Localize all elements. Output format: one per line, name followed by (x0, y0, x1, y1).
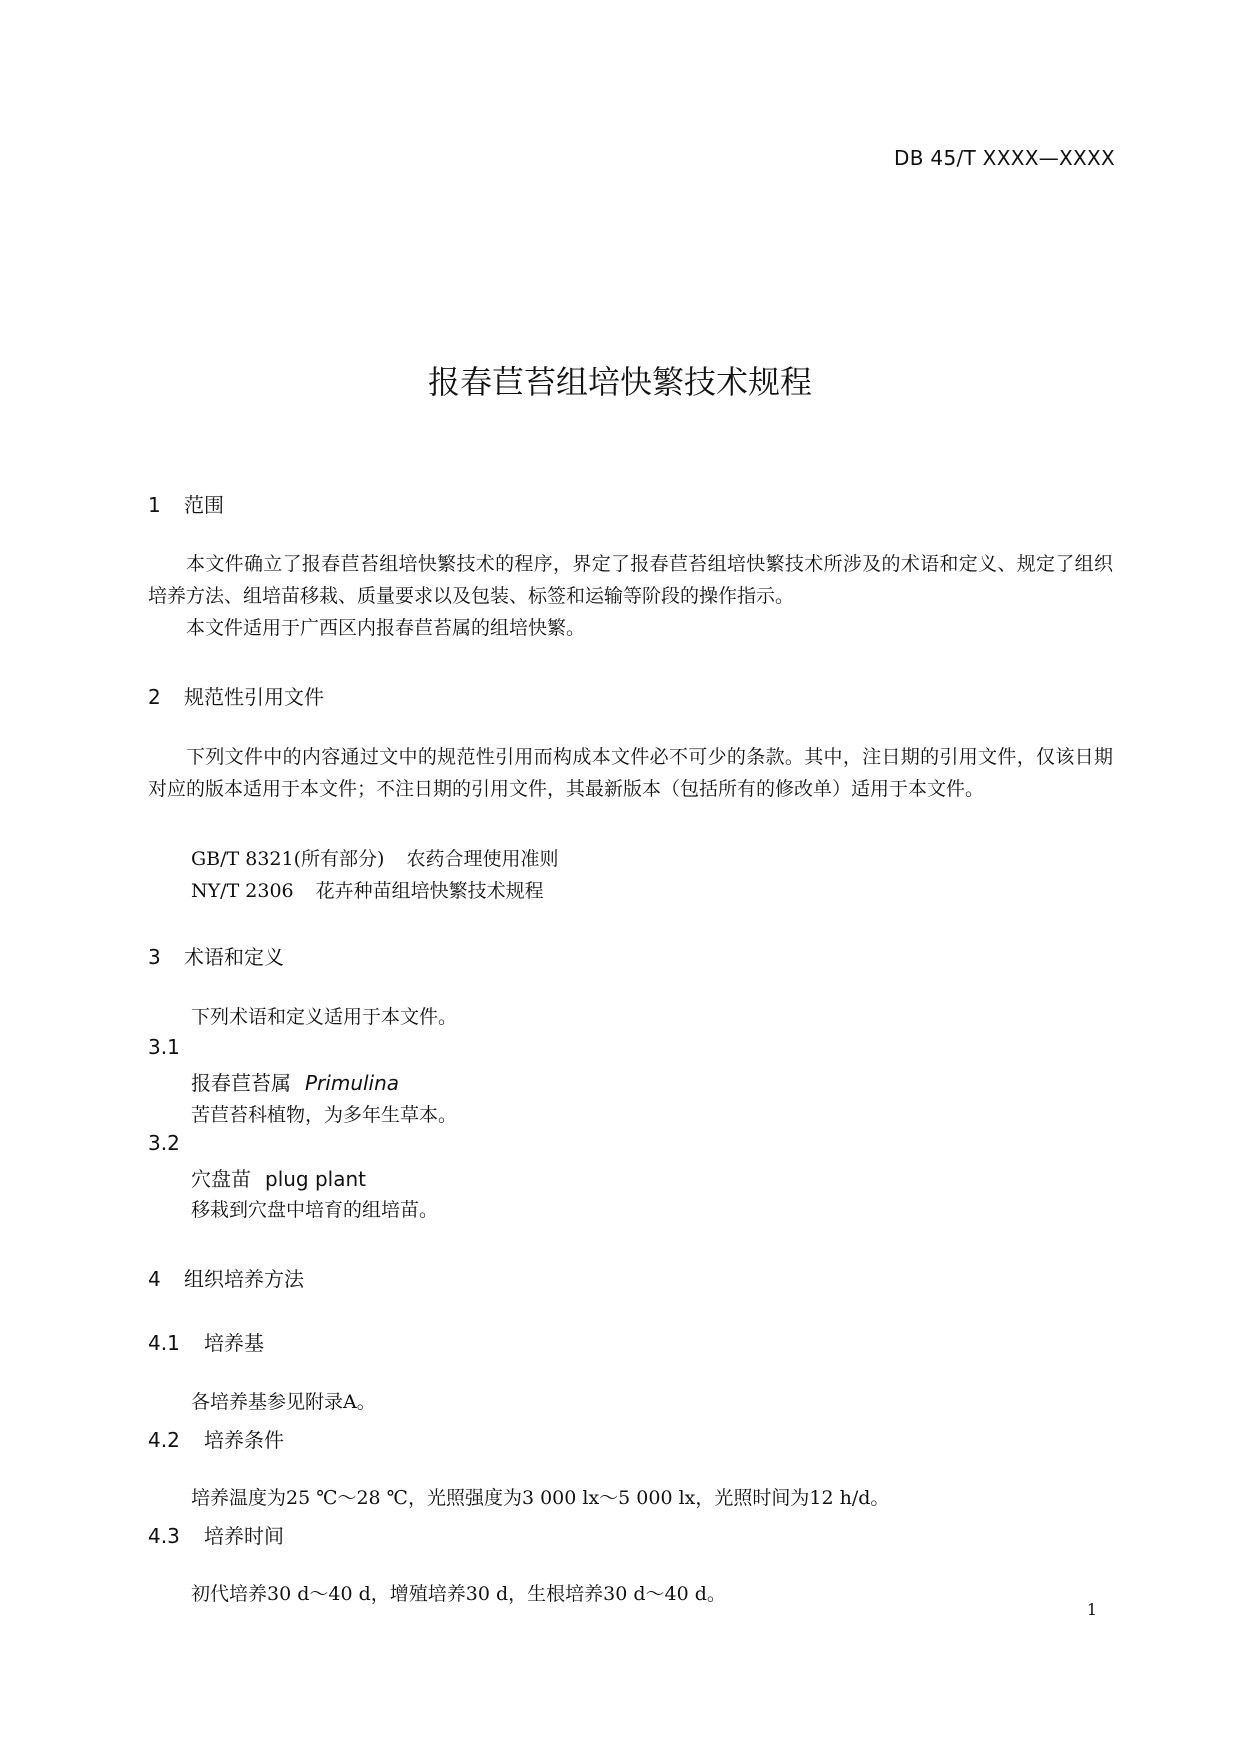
scope-paragraph: 本文件确立了报春苣苔组培快繁技术的程序，界定了报春苣苔组培快繁技术所涉及的术语和定义、规定了组织培养方法、组培苗移栽、质量要求以及包装、标签和运输等阶段的操作指示。 (148, 553, 1113, 607)
reference-code: NY/T 2306 (191, 880, 294, 902)
terms-intro: 下列术语和定义适用于本文件。 (191, 1006, 458, 1028)
term-chinese: 报春苣苔属 (191, 1071, 291, 1095)
section-number: 4 (148, 1267, 161, 1291)
section-number: 3 (148, 945, 161, 969)
subsection-text: 初代培养30 d～40 d，增殖培养30 d，生根培养30 d～40 d。 (191, 1583, 726, 1605)
subsection-text: 培养温度为25 ℃～28 ℃，光照强度为3 000 lx～5 000 lx，光照时间为12 h/d。 (191, 1487, 890, 1509)
term-english: Primulina (305, 1071, 400, 1095)
term-name (191, 1067, 399, 1096)
section-number: 1 (148, 493, 161, 517)
subsection-number: 4.1 (148, 1331, 180, 1355)
normative-references-paragraph: 下列文件中的内容通过文中的规范性引用而构成本文件必不可少的条款。其中，注日期的引用文件，仅该日期对应的版本适用于本文件；不注日期的引用文件，其最新版本（包括所有的修改单）适用于本文件。 (148, 746, 1113, 800)
subsection-4-3-heading (148, 1520, 284, 1549)
page-number: 1 (1086, 1600, 1097, 1619)
subsection-4-1-heading (148, 1327, 264, 1356)
section-title: 范围 (184, 493, 224, 517)
section-title: 组织培养方法 (184, 1267, 304, 1291)
document-title: 报春苣苔组培快繁技术规程 (427, 363, 812, 401)
term-number: 3.1 (148, 1035, 180, 1059)
subsection-title: 培养基 (204, 1331, 264, 1355)
subsection-number: 4.2 (148, 1428, 180, 1452)
subsection-4-2-heading (148, 1424, 284, 1453)
standard-code: DB 45/T XXXX—XXXX (894, 146, 1115, 170)
reference-code: GB/T 8321(所有部分) (191, 848, 385, 870)
section-number: 2 (148, 685, 161, 709)
section-title: 规范性引用文件 (184, 685, 324, 709)
term-definition: 苦苣苔科植物，为多年生草本。 (191, 1104, 458, 1126)
reference-item (191, 844, 558, 871)
term-chinese: 穴盘苗 (191, 1167, 251, 1191)
section-title: 术语和定义 (184, 945, 284, 969)
subsection-title: 培养时间 (204, 1524, 284, 1548)
term-name (191, 1163, 366, 1192)
section-1-heading (148, 489, 224, 518)
subsection-title: 培养条件 (204, 1428, 284, 1452)
term-number: 3.2 (148, 1131, 180, 1155)
term-english: plug plant (265, 1167, 367, 1191)
scope-applicability-paragraph: 本文件适用于广西区内报春苣苔属的组培快繁。 (186, 617, 586, 639)
reference-item (191, 876, 544, 903)
section-2-heading (148, 681, 324, 710)
subsection-number: 4.3 (148, 1524, 180, 1548)
reference-title: 花卉种苗组培快繁技术规程 (315, 880, 544, 902)
section-4-heading (148, 1263, 304, 1292)
term-definition: 移栽到穴盘中培育的组培苗。 (191, 1199, 439, 1221)
subsection-text: 各培养基参见附录A。 (191, 1391, 376, 1413)
section-3-heading (148, 941, 284, 970)
reference-title: 农药合理使用准则 (406, 848, 559, 870)
